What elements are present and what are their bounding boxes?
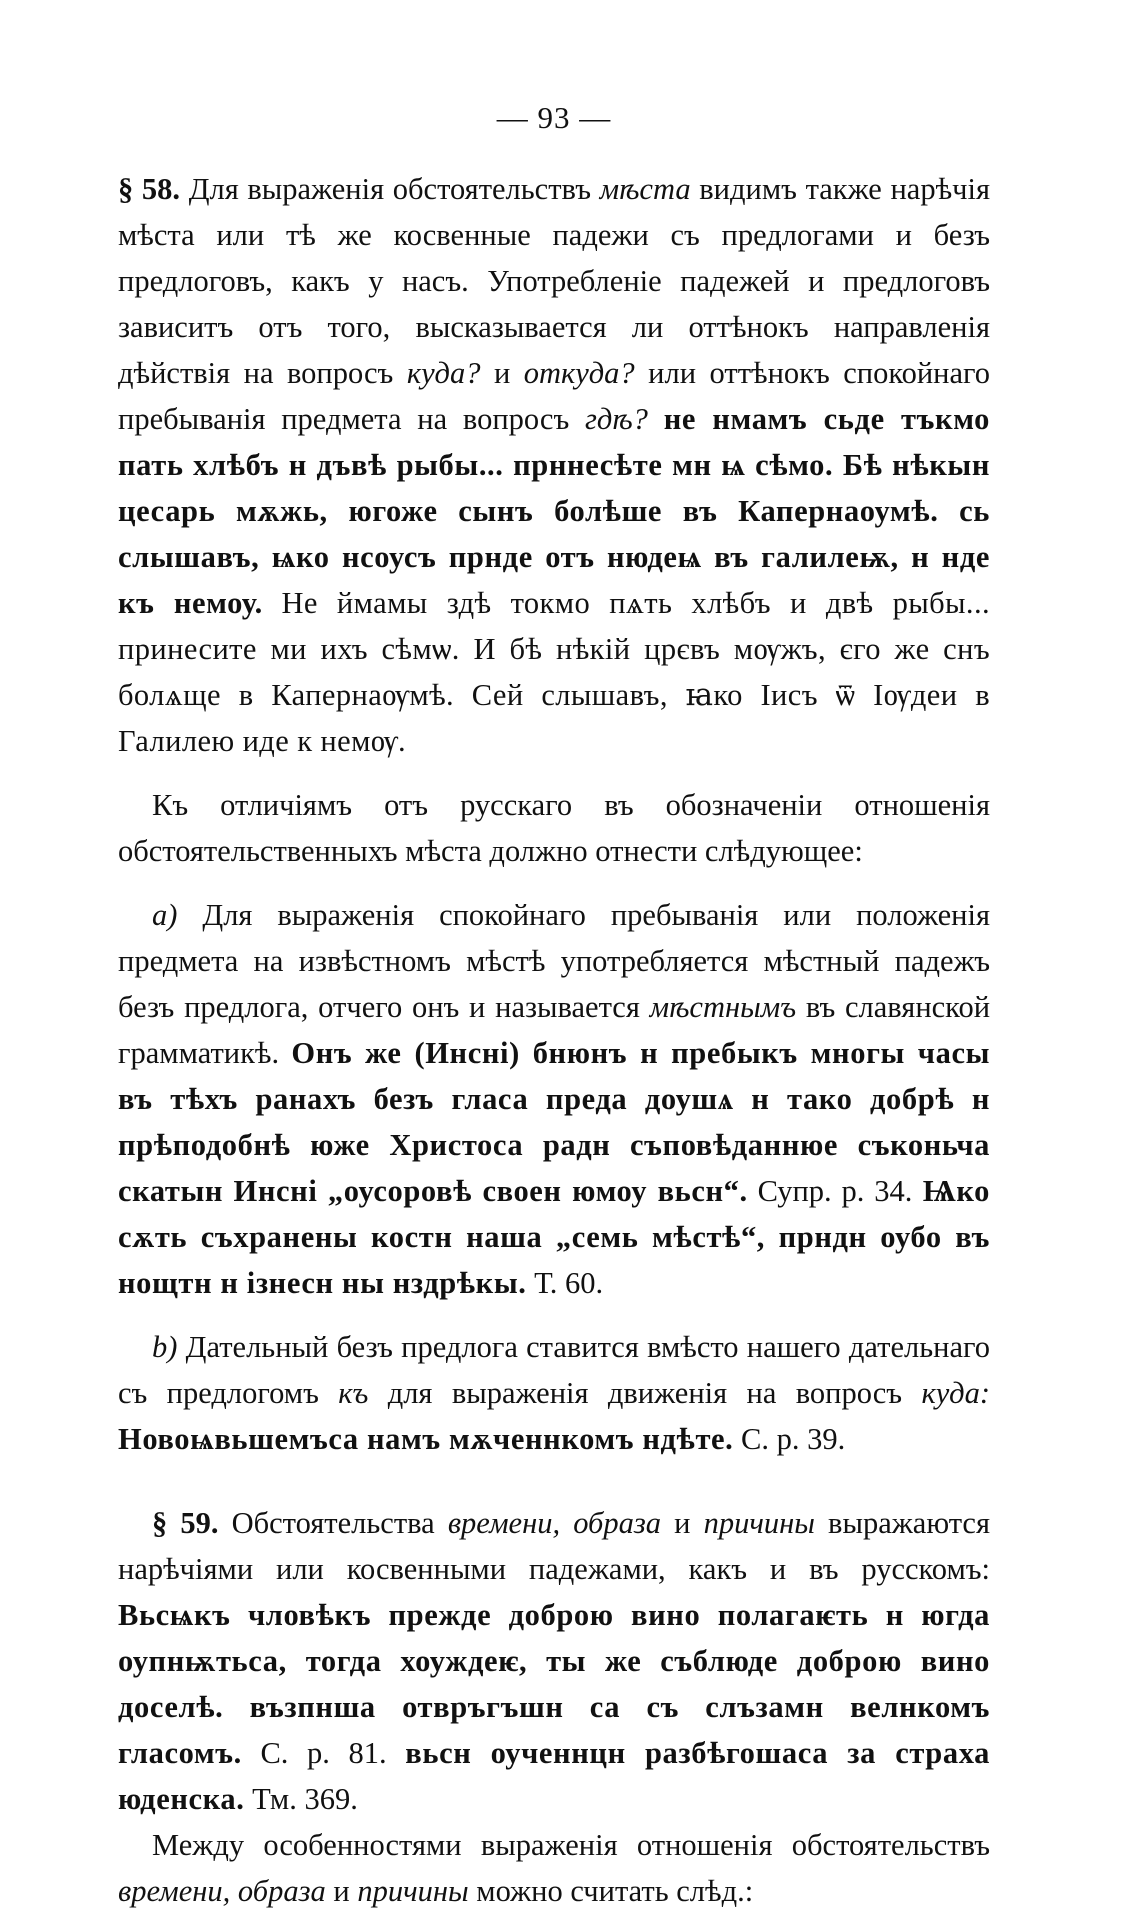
reference: С. р. 39. [741,1422,846,1456]
text: Для выраженія обстоятельствъ [188,172,591,206]
list-label-b: b) [152,1330,178,1364]
italic-term: причины [703,1506,815,1540]
italic-term: куда? [406,356,481,390]
reference: Т. 60. [534,1266,604,1300]
old-slavonic-quote: вьсн оученнцн разбѣгошаса за страха юденска. [118,1736,991,1816]
text: видимъ также нарѣчія мѣста или тѣ же косвенные падежи съ предлогами и безъ предлоговъ, какъ у насъ. Употребленіе падежей и предлоговъ зависитъ отъ того, высказывается ли оттѣнокъ направленія дѣйствія на вопросъ [118,172,990,390]
paragraph-a [118,892,990,1306]
text: Обстоятельства [231,1506,435,1540]
section-mark-59: § 59. [152,1506,219,1540]
text: можно считать слѣд.: [476,1874,754,1908]
section-mark-58: § 58. [118,172,181,206]
text: выражаются нарѣчіями или косвенными падежами, какъ и въ русскомъ: [118,1506,990,1586]
page-number: — 93 — [496,100,612,135]
text: и [493,356,511,390]
italic-term: откуда? [523,356,635,390]
text: или оттѣнокъ спокойнаго пребыванія предмета на вопросъ [118,356,991,436]
text: Между особенностями выраженія отношенія обстоятельствъ [152,1828,990,1862]
paragraph-58 [118,166,990,764]
old-slavonic-quote: Вьсѩкъ чловѣкъ прежде доброю вино полагаѥть н югда оупнѭтьса, тогда хоуждеѥ, ты же съблюде доброю вино доселѣ. възпнша отвръгъшн са съ слъзамн велнкомъ гласомъ. [118,1598,990,1770]
italic-term: мѣста [599,172,691,206]
text: въ славянской грамматикѣ. [118,990,991,1070]
paragraph-intro: Къ отличіямъ отъ русскаго въ обозначеніи отношенія обстоятельственныхъ мѣста должно отнести слѣдующее: [118,788,990,868]
reference: С. р. 81. [260,1736,387,1770]
reference: Тм. 369. [252,1782,358,1816]
text: Дательный безъ предлога ставится вмѣсто нашего дательнаго съ предлогомъ [118,1330,991,1410]
italic-term: мѣстнымъ [649,990,797,1024]
italic-term: причины [357,1874,469,1908]
old-slavonic-quote: Онъ же (Инсні) бнюнъ н пребыкъ многы часы въ тѣхъ ранахъ безъ гласа преда доушѧ н тако добрѣ н прѣподобнѣ юже Христоса радн съповѣданнюе съконьча скатын Инсні „оусоровѣ своен юмоу вьсн“. [118,1036,990,1208]
italic-term: гдѣ? [585,402,648,436]
text: для выраженія движенія на вопросъ [387,1376,903,1410]
reference: Супр. р. 34. [757,1174,913,1208]
list-label-a: a) [152,898,178,932]
italic-term: времени, образа [118,1874,326,1908]
paragraph-closing [118,1822,990,1914]
old-slavonic-quote: Новоѩвьшемъса намъ мѫченнкомъ ндѣте. [118,1422,734,1456]
church-slavonic-quote: Не ймамы здѣ токмо пѧть хлѣбъ и двѣ рыбы... принесите ми ихъ сѣмѡ. И бѣ нѣкій црєвъ мѹжъ, єго же снъ болѧще в Капернаѹмѣ. Сей слышавъ, ꙗко Іисъ ѿ Іѹдеи в Галилею иде к немѹ. [118,586,991,758]
old-slavonic-quote: не нмамъ сьде тъкмо пать хлѣбъ н дъвѣ рыбы... прннесѣте мн ѩ сѣмо. Бѣ нѣкын цесарь мѫжь, югоже сынъ болѣше въ Капернаоумѣ. сь слышавъ, ѩко нсоусъ прнде отъ нюдеѩ въ галилеѭ, н нде къ немоу. [118,402,991,620]
paragraph-59 [118,1500,990,1822]
text: и [333,1874,350,1908]
text: и [674,1506,691,1540]
italic-term: къ [338,1376,369,1410]
italic-term: куда: [921,1376,990,1410]
italic-term: времени, образа [447,1506,662,1540]
old-slavonic-quote: Ѩко сѫть съхранены костн наша „семь мѣстѣ“, прндн оубо въ нощтн н ізнесн ны нздрѣкы. [118,1174,991,1300]
text: Для выраженія спокойнаго пребыванія или положенія предмета на извѣстномъ мѣстѣ употребляется мѣстный падежъ безъ предлога, отчего онъ и называется [118,898,991,1024]
paragraph-b [118,1324,990,1462]
